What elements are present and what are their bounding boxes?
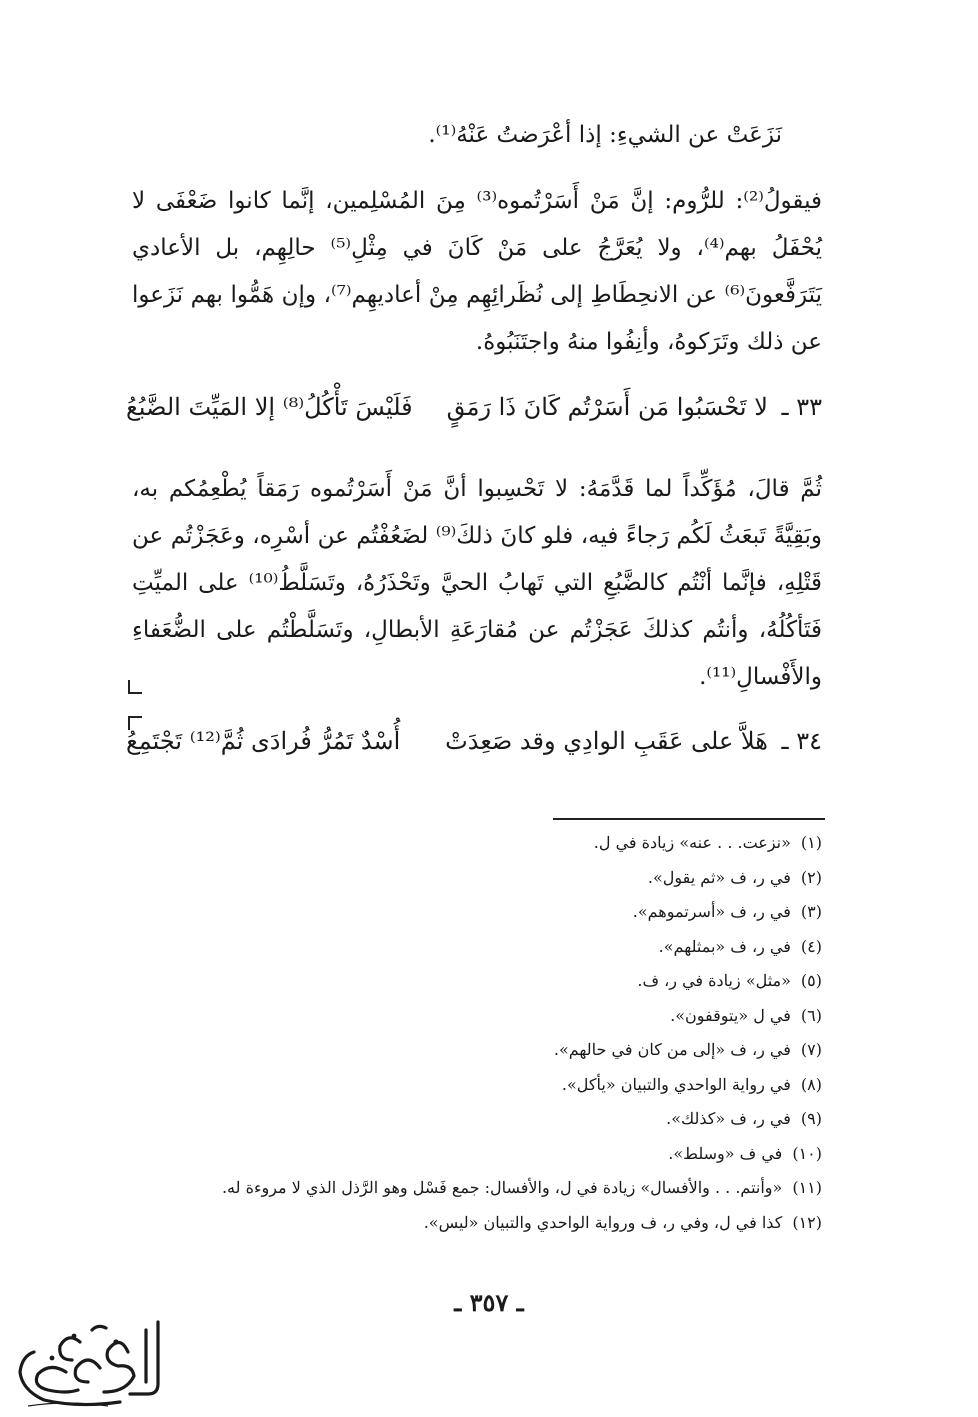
verse-34-first-text: هَلاَّ على عَقَبِ الوادِي وقد صَعِدَتْ — [445, 727, 768, 755]
footnote-text: في ر، ف «بمثلهم». — [658, 936, 791, 956]
footnote-number: (٣) — [800, 902, 822, 921]
footnote-item — [122, 1102, 822, 1137]
footnote-number: (٦) — [800, 1005, 822, 1025]
verse-33 — [126, 393, 822, 421]
footnote-item — [122, 1068, 822, 1103]
footnote-text: في ر، ف «إلى من كان في حالهم». — [553, 1040, 791, 1059]
footnote-item — [122, 1033, 822, 1068]
footnote-number: (٥) — [800, 971, 822, 990]
paragraph-3: ثُمَّ قالَ، مُؤَكِّداً لما قَدَّمَهُ: لا تَحْسِبوا أنَّ مَنْ أَسَرْتُموه رَمَقاً يُطْعِمُكم به، وبَقِيَّةً تَبعَثُ لَكُم رَجاءً فيه، فلو كانَ ذلكَ⁽⁹⁾ لضَعُفْتُم عن أسْرِه، وعَجَزْتُم عن قَتْلِهِ، فإنَّما أنْتُم كالضَّبُعِ التي تَهابُ الحيَّ وتَحْذَرُهُ، وتَسَلَّطُ⁽¹⁰⁾ على الميِّتِ فَتَأكُلُهُ، وأنتُم كذلكَ عَجَزْتُم عن مُقارَعَةِ الأبطالِ، وتَسَلَّطْتُم على الضُّعَفاءِ والأَفْسالِ⁽¹¹⁾. — [132, 476, 823, 690]
page-number: ـ ٣٥٧ ـ — [454, 1288, 524, 1317]
footnote-number: (٨) — [800, 1074, 822, 1094]
footnote-item — [122, 964, 822, 999]
footnote-item — [122, 1206, 822, 1241]
footnote-number: (١) — [800, 833, 822, 852]
footnote-text: في رواية الواحدي والتبيان «يأكل». — [561, 1074, 791, 1094]
footnote-number: (١٢) — [792, 1212, 822, 1232]
verse-33-number: ٣٣ ـ — [781, 393, 822, 421]
footnote-item — [122, 826, 822, 861]
footnote-item — [122, 999, 822, 1034]
footnote-item — [122, 1137, 822, 1172]
footnote-number: (٢) — [800, 867, 822, 887]
verse-33-first-hemistich — [447, 393, 822, 421]
footnote-number: (٧) — [800, 1040, 822, 1059]
footnote-item — [122, 861, 822, 896]
footnote-text: «نزعت. . . عنه» زيادة في ل. — [593, 833, 791, 852]
footnote-number: (٤) — [800, 936, 822, 956]
verse-34 — [126, 727, 822, 755]
footnote-number: (١١) — [792, 1178, 822, 1197]
footnote-text: «وأنتم. . . والأفسال» زيادة في ل، والأفسال: جمع فَسْل وهو الرَّذل الذي لا مروءة له. — [221, 1178, 783, 1197]
footnote-item — [122, 1171, 822, 1206]
verse-34-first-hemistich — [445, 727, 822, 755]
calligraphy-watermark-logo — [8, 1312, 168, 1412]
verse-34-second-hemistich: أُسْدٌ تَمُرُّ فُرادَى ثُمَّ⁽¹²⁾ تَجْتَمِعُ — [126, 727, 401, 755]
footnote-item — [122, 930, 822, 965]
footnote-text: في ر، ف «كذلك». — [666, 1109, 791, 1128]
verse-34-number: ٣٤ ـ — [781, 727, 822, 755]
paragraph-1: نَزَعَتْ عن الشيءِ: إذا أعْرَضتُ عَنْهُ⁽¹⁾. — [428, 122, 782, 148]
footnote-text: «مثل» زيادة في ر، ف. — [637, 971, 791, 990]
footnote-number: (١٠) — [792, 1143, 822, 1163]
footnotes-list — [122, 826, 822, 1240]
footnote-number: (٩) — [800, 1109, 822, 1128]
paragraph-2: فيقولُ⁽²⁾: للرُّوم: إنَّ مَنْ أَسَرْتُموه⁽³⁾ مِنَ المُسْلِمين، إنَّما كانوا ضَعْفَى لا يُحْفَلُ بهم⁽⁴⁾، ولا يُعَرَّجُ على مَنْ كَانَ في مِثْلِ⁽⁵⁾ حالِهِم، بل الأعادي يَتَرَفَّعونَ⁽⁶⁾ عن الانحِطَاطِ إلى نُظَرائِهِم مِنْ أعاديهِم⁽⁷⁾، وإن هَمُّوا بهم نَزَعوا عن ذلك وتَرَكوهُ، وأنِفُوا منهُ واجتَنَبُوهُ. — [132, 188, 823, 355]
footnote-item — [122, 895, 822, 930]
verse-33-first-text: لا تَحْسَبُوا مَن أَسَرْتُم كَانَ ذَا رَمَقٍ — [446, 393, 768, 421]
footnote-text: كذا في ل، وفي ر، ف ورواية الواحدي والتبيان «ليس». — [423, 1212, 783, 1232]
footnote-text: في ل «يتوقفون». — [670, 1005, 791, 1025]
bracket-mark-end — [128, 680, 142, 694]
footnote-separator — [553, 818, 825, 820]
footnote-text: في ف «وسلط». — [668, 1143, 783, 1163]
footnote-text: في ر، ف «ثم يقول». — [647, 867, 791, 887]
footnote-text: في ر، ف «أسرتموهم». — [632, 902, 791, 921]
verse-33-second-hemistich: فَلَيْسَ تَأْكُلُ⁽⁸⁾ إلا المَيِّتَ الضَّبُعُ — [126, 393, 413, 421]
